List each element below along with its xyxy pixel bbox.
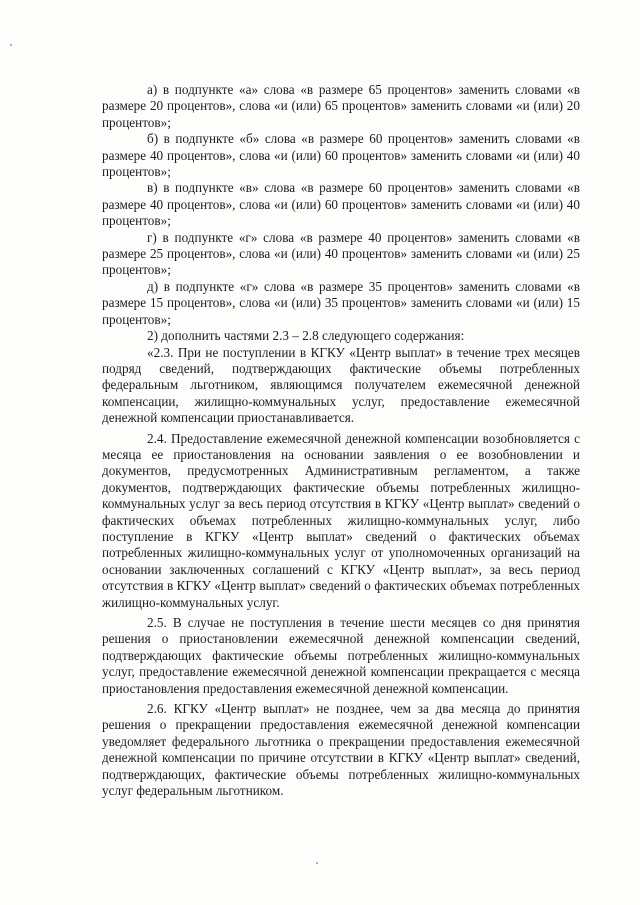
document-body [102, 82, 580, 799]
paragraph-2-6: 2.6. КГКУ «Центр выплат» не позднее, чем за два месяца до принятия решения о прекращении предоставления ежемесячной денежной компенсации уведомляет федерального льготника о прекращении предоставления ежемесячной денежной компенсации по причине отсутствии в КГКУ «Центр выплат» сведений, подтверждающих, фактические объемы потребленных жилищно-коммунальных услуг федеральным льготником. [102, 701, 580, 799]
paragraph-d: д) в подпункте «г» слова «в размере 35 процентов» заменить словами «в размере 15 процентов», слова «и (или) 35 процентов» заменить словами «и (или) 15 процентов»; [102, 278, 580, 327]
scan-speck [316, 862, 318, 864]
paragraph-a: а) в подпункте «а» слова «в размере 65 процентов» заменить словами «в размере 20 процентов», слова «и (или) 65 процентов» заменить словами «и (или) 20 процентов»; [102, 82, 580, 130]
paragraph-2-3: «2.3. При не поступлении в КГКУ «Центр выплат» в течение трех месяцев подряд сведений, подтверждающих фактические объемы потребленных федеральным льготником, являющимся получателем ежемесячной денежной компенсации, жилищно-коммунальных услуг, предоставление ежемесячной денежной компенсации приостанавливается. [102, 344, 580, 426]
paragraph-2-5: 2.5. В случае не поступления в течение шести месяцев со дня принятия решения о приостановлении ежемесячной денежной компенсации сведений, подтверждающих фактические объемы потребленных жилищно-коммунальных услуг, предоставление ежемесячной денежной компенсации прекращается с месяца приостановления предоставления ежемесячной денежной компенсации. [102, 615, 580, 696]
paragraph-b: б) в подпункте «б» слова «в размере 60 процентов» заменить словами «в размере 40 процентов», слова «и (или) 60 процентов» заменить словами «и (или) 40 процентов»; [102, 131, 580, 180]
paragraph-2-4: 2.4. Предоставление ежемесячной денежной компенсации возобновляется с месяца ее приостановления на основании заявления о ее возобновлении и документов, предусмотренных Административным регламентом, а также документов, подтверждающих фактические объемы потребленных жилищно-коммунальных услуг за весь период отсутствия в КГКУ «Центр выплат» сведений о фактических объемах потребленных жилищно-коммунальных услуг, либо поступление в КГКУ «Центр выплат» сведений о фактических объемах потребленных жилищно-коммунальных услуг от уполномоченных организаций на основании заключенных соглашений с КГКУ «Центр выплат», за весь период отсутствия в КГКУ «Центр выплат» сведений о фактических объемах потребленных жилищно-коммунальных услуг. [102, 430, 580, 610]
scan-speck [10, 44, 12, 46]
paragraph-g: г) в подпункте «г» слова «в размере 40 процентов» заменить словами «в размере 25 процентов», слова «и (или) 40 процентов» заменить словами «и (или) 25 процентов»; [102, 229, 580, 278]
paragraph-v: в) в подпункте «в» слова «в размере 60 процентов» заменить словами «в размере 40 процентов», слова «и (или) 60 процентов» заменить словами «и (или) 40 процентов»; [102, 180, 580, 229]
paragraph-2: 2) дополнить частями 2.3 – 2.8 следующего содержания: [147, 328, 465, 344]
